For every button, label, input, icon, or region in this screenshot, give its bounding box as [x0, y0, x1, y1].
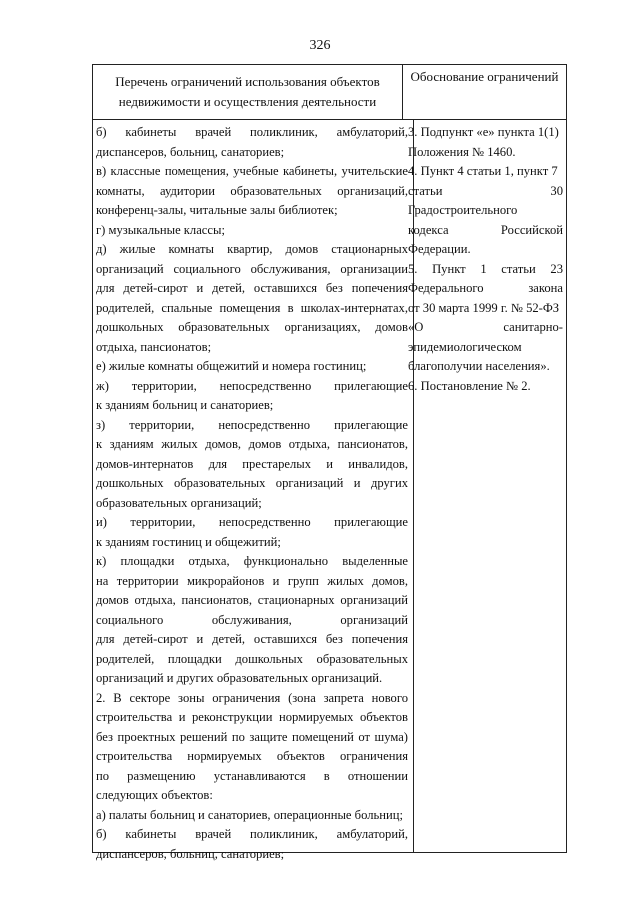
text-line: в) классные помещения, учебные кабинеты, учительские	[96, 164, 408, 178]
text-line: строительства нормируемых объектов ограничения	[96, 749, 408, 763]
text-line: 4. Пункт 4 статьи 1, пункт 7	[408, 164, 558, 178]
header-left-line: недвижимости и осуществления деятельности	[118, 93, 377, 109]
text-line: «О санитарно-	[408, 320, 563, 334]
text-line: на территории микрорайонов и групп жилых домов,	[96, 573, 408, 588]
text-line: для детей-сирот и детей, оставшихся без попечения	[96, 281, 408, 295]
text-line: 2. В секторе зоны ограничения (зона запрета нового	[96, 690, 408, 705]
text-line: организаций социального обслуживания, организации	[96, 261, 408, 276]
justification-column	[408, 123, 563, 396]
text-line: г) музыкальные классы;	[96, 222, 225, 237]
text-line: конференц-залы, читальные залы библиотек;	[96, 203, 338, 217]
text-line: следующих объектов:	[96, 788, 213, 802]
text-line: домов отдыха, пансионатов, стационарных организаций	[96, 593, 408, 607]
text-line: организаций и других образовательных организаций.	[96, 671, 383, 685]
text-line: комнаты, аудитории образовательных организаций,	[96, 183, 408, 198]
text-line: 6. Постановление № 2.	[408, 378, 531, 393]
text-line: к зданиям жилых домов, домов отдыха, пансионатов,	[96, 437, 408, 451]
text-line: к зданиям гостиниц и общежитий;	[96, 534, 281, 549]
text-line: благополучии населения».	[408, 359, 550, 373]
text-line: а) палаты больниц и санаториев, операционные больниц;	[96, 807, 403, 822]
text-line: дошкольных образовательных организаций и других	[96, 476, 408, 490]
text-line: от 30 марта 1999 г. № 52-ФЗ	[408, 300, 560, 315]
text-line: по размещению устанавливаются в отношении	[96, 768, 408, 783]
text-line: без проектных решений по защите помещений от шума)	[96, 729, 408, 744]
text-line: социального обслуживания, организаций	[96, 612, 408, 627]
text-line: ж) территории, непосредственно прилегающие	[96, 378, 408, 393]
text-line: диспансеров, больниц, санаториев;	[96, 144, 285, 159]
text-line: эпидемиологическом	[408, 339, 522, 354]
text-line: 5. Пункт 1 статьи 23	[408, 261, 563, 276]
text-line: строительства и реконструкции нормируемых объектов	[96, 710, 408, 724]
text-line: к) площадки отдыха, функционально выделенные	[96, 554, 408, 568]
text-line: кодекса Российской	[408, 222, 563, 237]
text-line: б) кабинеты врачей поликлиник, амбулаторий,	[96, 827, 408, 841]
text-line: к зданиям больниц и санаториев;	[96, 398, 274, 412]
text-line: д) жилые комнаты квартир, домов стационарных	[96, 242, 408, 256]
text-line: родителей, спальные помещения в школах-интернатах,	[96, 300, 408, 315]
header-divider	[93, 119, 566, 120]
text-line: Градостроительного	[408, 203, 518, 217]
header-right-line: Обоснование ограничений	[410, 69, 559, 84]
text-line: дошкольных образовательных организациях, домов	[96, 320, 408, 334]
header-restrictions-list	[93, 65, 403, 119]
restrictions-column	[96, 123, 408, 864]
page-number: 326	[309, 38, 331, 53]
text-line: статьи 30	[408, 183, 563, 198]
text-line: Положения № 1460.	[408, 144, 516, 159]
restrictions-table	[92, 64, 567, 861]
text-line: 3. Подпункт «е» пункта 1(1)	[408, 125, 559, 139]
text-line: е) жилые комнаты общежитий и номера гостиниц;	[96, 359, 367, 373]
text-line: домов-интернатов для престарелых и инвалидов,	[96, 456, 408, 471]
header-justification	[403, 65, 566, 121]
text-line: б) кабинеты врачей поликлиник, амбулаторий,	[96, 125, 408, 139]
text-line: Федерации.	[408, 242, 471, 256]
text-line: отдыха, пансионатов;	[96, 339, 212, 354]
text-line: з) территории, непосредственно прилегающие	[96, 417, 408, 432]
text-line: Федерального закона	[408, 281, 563, 295]
text-line: и) территории, непосредственно прилегающие	[96, 515, 408, 529]
text-line: для детей-сирот и детей, оставшихся без попечения	[96, 632, 408, 646]
text-line: диспансеров, больниц, санаториев;	[96, 846, 285, 861]
text-line: образовательных организаций;	[96, 495, 262, 510]
text-line: родителей, площадки дошкольных образовательных	[96, 651, 408, 666]
header-left-line: Перечень ограничений использования объектов	[115, 74, 380, 89]
